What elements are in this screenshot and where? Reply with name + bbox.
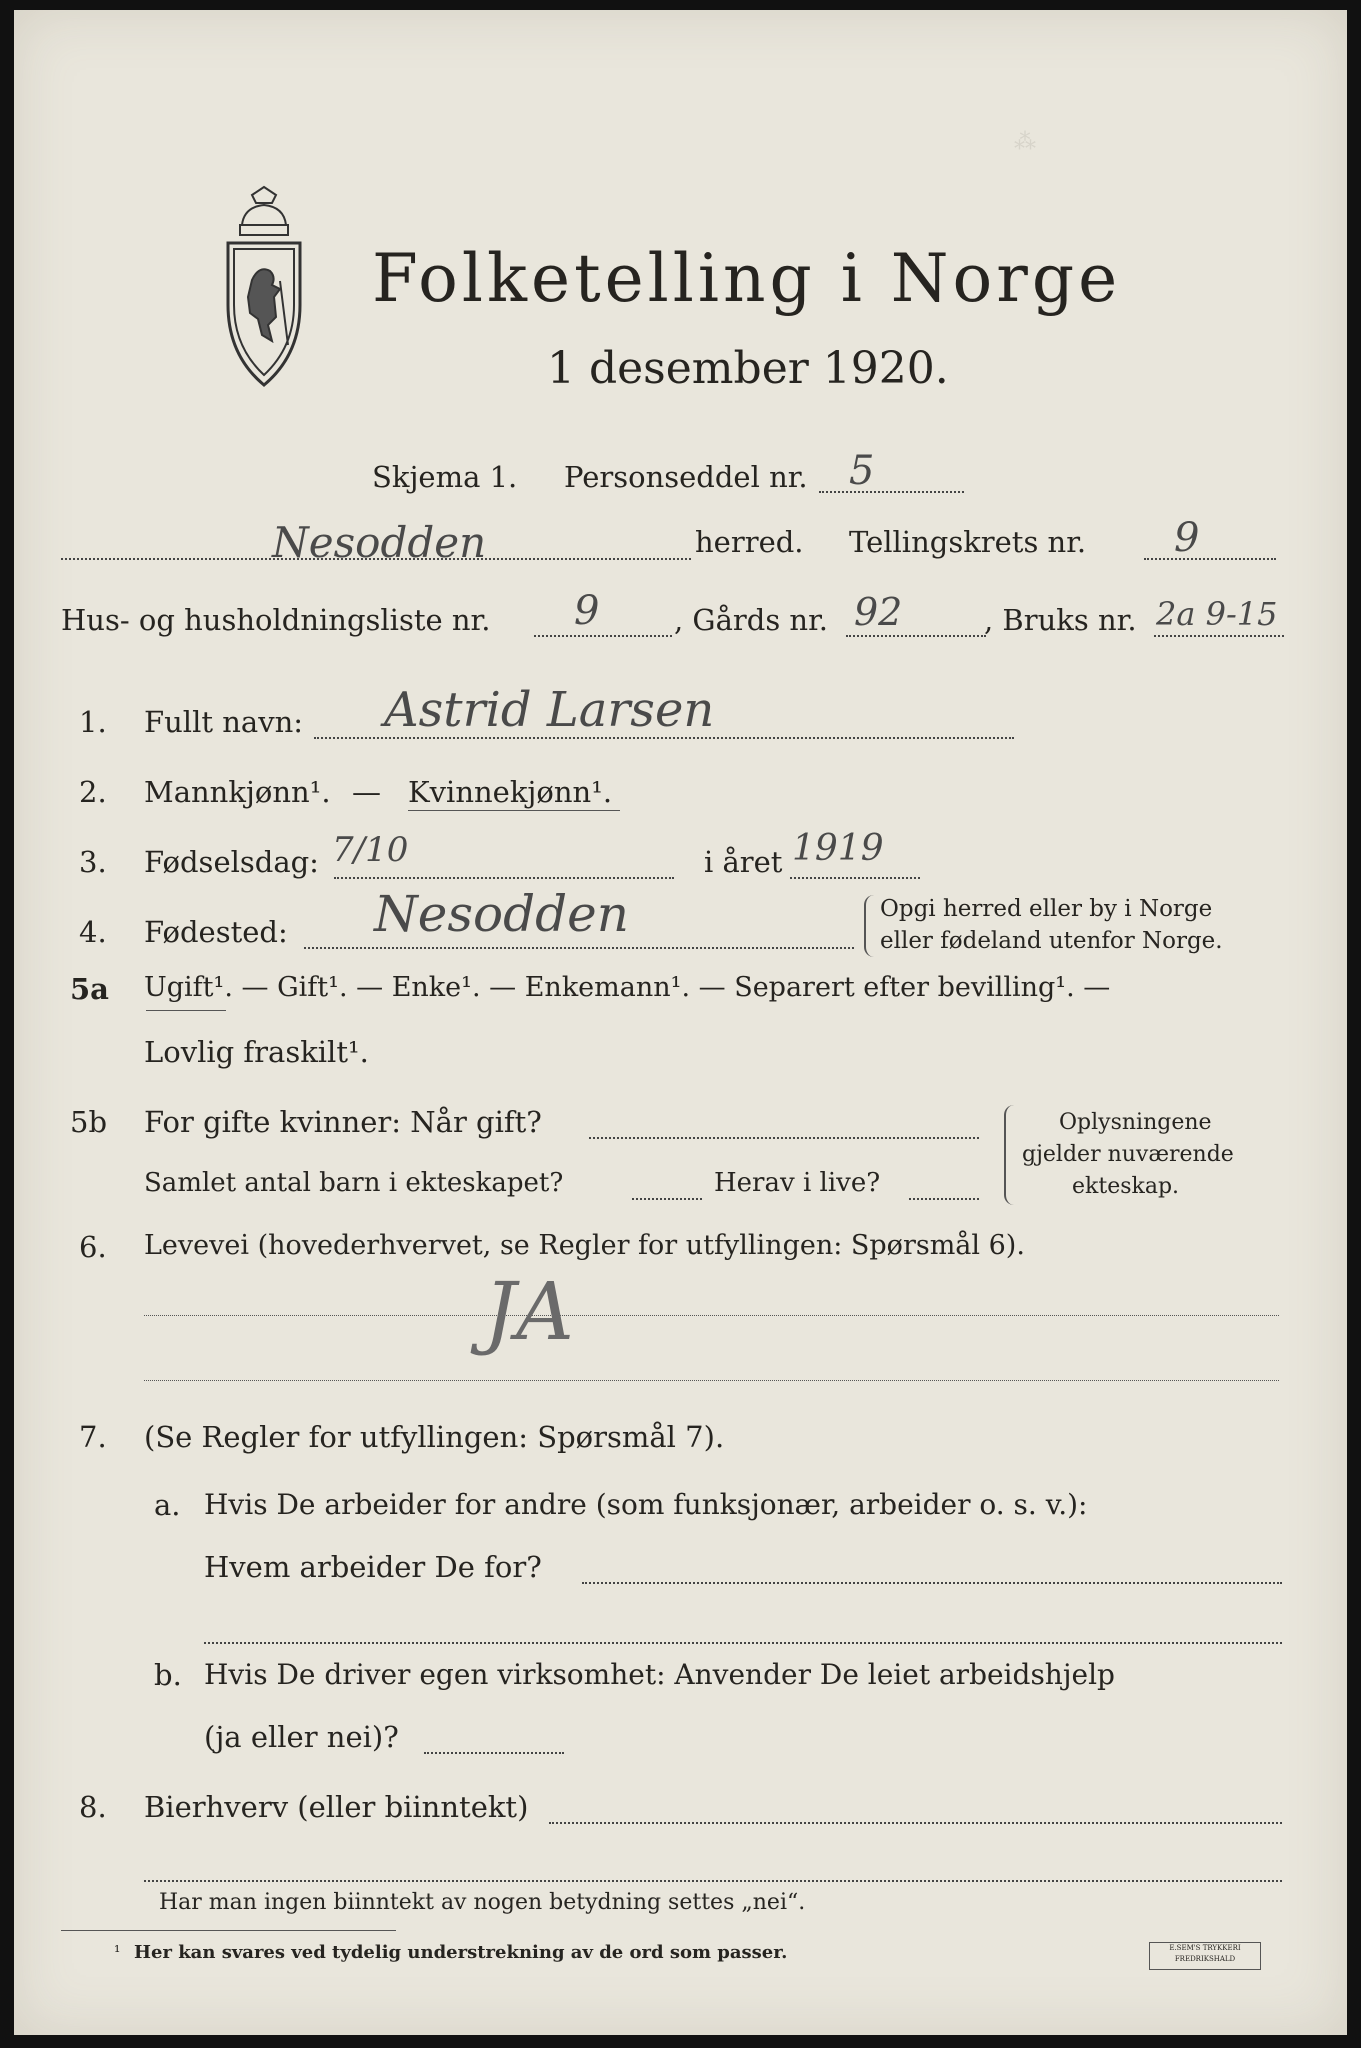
q5b-note-brace xyxy=(1004,1105,1016,1205)
q8-number: 8. xyxy=(79,1790,107,1824)
footer-note: Har man ingen biinntekt av nogen betydning settes „nei“. xyxy=(159,1890,806,1915)
q2-number: 2. xyxy=(79,775,107,809)
q5a-number: 5a xyxy=(70,972,109,1006)
q7a-answer-line xyxy=(582,1582,1282,1584)
q5a-line1: Ugift¹. — Gift¹. — Enke¹. — Enkemann¹. — Separert efter bevilling¹. — xyxy=(144,972,1111,1003)
bleed-through-text: ⁂ xyxy=(1014,130,1036,155)
q7b-answer-line xyxy=(424,1752,564,1754)
q6-line2 xyxy=(144,1380,1279,1381)
personseddel-line xyxy=(819,491,964,493)
q2-kvinne-underline xyxy=(408,810,620,811)
q7a-answer-line2 xyxy=(204,1642,1282,1644)
bruks-line xyxy=(1154,635,1284,637)
q5b-note-line3: ekteskap. xyxy=(1072,1174,1180,1199)
q5b-number: 5b xyxy=(70,1105,108,1139)
husliste-value: 9 xyxy=(574,588,600,634)
herred-label: herred. xyxy=(695,525,804,559)
q5b-note-line1: Oplysningene xyxy=(1059,1110,1212,1135)
q5b-line2a: Samlet antal barn i ekteskapet? xyxy=(144,1168,564,1198)
q4-value: Nesodden xyxy=(374,885,629,943)
personseddel-label: Personseddel nr. xyxy=(564,460,808,494)
q2-separator: — xyxy=(352,775,381,809)
tellingskrets-line xyxy=(1144,558,1276,560)
q7a-line1: Hvis De arbeider for andre (som funksjonær, arbeider o. s. v.): xyxy=(204,1488,1088,1521)
census-form-page xyxy=(14,10,1347,2035)
q2-mann: Mannkjønn¹. xyxy=(144,775,331,809)
q3-value: 7/10 xyxy=(332,830,409,870)
printer-stamp-line1: E.SEM'S TRYKKERI xyxy=(1169,1944,1241,1952)
q7-number: 7. xyxy=(79,1420,107,1454)
q2-kvinne: Kvinnekjønn¹. xyxy=(408,775,613,809)
q5b-live-line xyxy=(909,1198,979,1200)
q5b-line2b: Herav i live? xyxy=(714,1168,881,1198)
q5b-note-line2: gjelder nuværende xyxy=(1022,1142,1234,1167)
bruks-label: , Bruks nr. xyxy=(984,603,1137,637)
q3-year-label: i året xyxy=(704,845,783,879)
q3-line xyxy=(334,877,674,879)
q3-year-line xyxy=(790,877,920,879)
q6-value: JA xyxy=(484,1265,574,1358)
q3-year-value: 1919 xyxy=(792,828,884,869)
personseddel-value: 5 xyxy=(849,448,875,494)
q4-note-line2: eller fødeland utenfor Norge. xyxy=(880,928,1223,954)
q5a-line2: Lovlig fraskilt¹. xyxy=(144,1035,369,1069)
q6-label: Levevei (hovederhvervet, se Regler for utfyllingen: Spørsmål 6). xyxy=(144,1230,1025,1261)
q8-answer-line2 xyxy=(144,1880,1282,1882)
q7b-line1: Hvis De driver egen virksomhet: Anvender De leiet arbeidshjelp xyxy=(204,1658,1115,1691)
q7a-line2: Hvem arbeider De for? xyxy=(204,1550,542,1584)
q4-note-brace xyxy=(864,895,874,957)
skjema-label: Skjema 1. xyxy=(372,460,518,494)
q7b-letter: b. xyxy=(154,1658,182,1692)
gards-value: 92 xyxy=(854,590,903,634)
q8-label: Bierhverv (eller biinntekt) xyxy=(144,1790,529,1824)
q6-number: 6. xyxy=(79,1230,107,1264)
q7b-line2: (ja eller nei)? xyxy=(204,1720,399,1754)
q1-number: 1. xyxy=(79,705,107,739)
q1-value: Astrid Larsen xyxy=(384,682,715,738)
husliste-label: Hus- og husholdningsliste nr. xyxy=(61,603,491,637)
bruks-value: 2a 9-15 xyxy=(1156,595,1278,633)
husliste-line xyxy=(534,635,672,637)
printer-stamp-line2: FREDRIKSHALD xyxy=(1174,1955,1236,1963)
q5b-gift-line xyxy=(589,1137,979,1139)
q3-number: 3. xyxy=(79,845,107,879)
q5a-ugift-underline xyxy=(146,1010,226,1011)
q4-note-line1: Opgi herred eller by i Norge xyxy=(880,896,1213,922)
gards-line xyxy=(846,635,986,637)
tellingskrets-value: 9 xyxy=(1174,515,1200,561)
coat-of-arms-icon xyxy=(214,185,314,395)
q7a-letter: a. xyxy=(154,1488,181,1522)
q8-answer-line xyxy=(549,1822,1282,1824)
q6-line1 xyxy=(144,1315,1279,1316)
footnote-mark: ¹ xyxy=(114,1942,121,1961)
q4-number: 4. xyxy=(79,915,107,949)
q3-label: Fødselsdag: xyxy=(144,845,319,879)
q5b-barn-line xyxy=(632,1198,702,1200)
footnote-rule xyxy=(61,1930,396,1931)
form-date: 1 desember 1920. xyxy=(547,343,949,394)
tellingskrets-label: Tellingskrets nr. xyxy=(849,525,1087,559)
q5b-line1: For gifte kvinner: Når gift? xyxy=(144,1105,542,1139)
q1-label: Fullt navn: xyxy=(144,705,304,739)
form-title: Folketelling i Norge xyxy=(372,240,1122,317)
q4-line xyxy=(304,947,854,949)
footnote-text: Her kan svares ved tydelig understrekning av de ord som passer. xyxy=(134,1942,788,1963)
herred-value: Nesodden xyxy=(272,518,487,567)
gards-label: , Gårds nr. xyxy=(674,603,828,637)
q7-label: (Se Regler for utfyllingen: Spørsmål 7). xyxy=(144,1420,725,1454)
q4-label: Fødested: xyxy=(144,915,288,949)
printer-stamp xyxy=(1149,1942,1261,1970)
